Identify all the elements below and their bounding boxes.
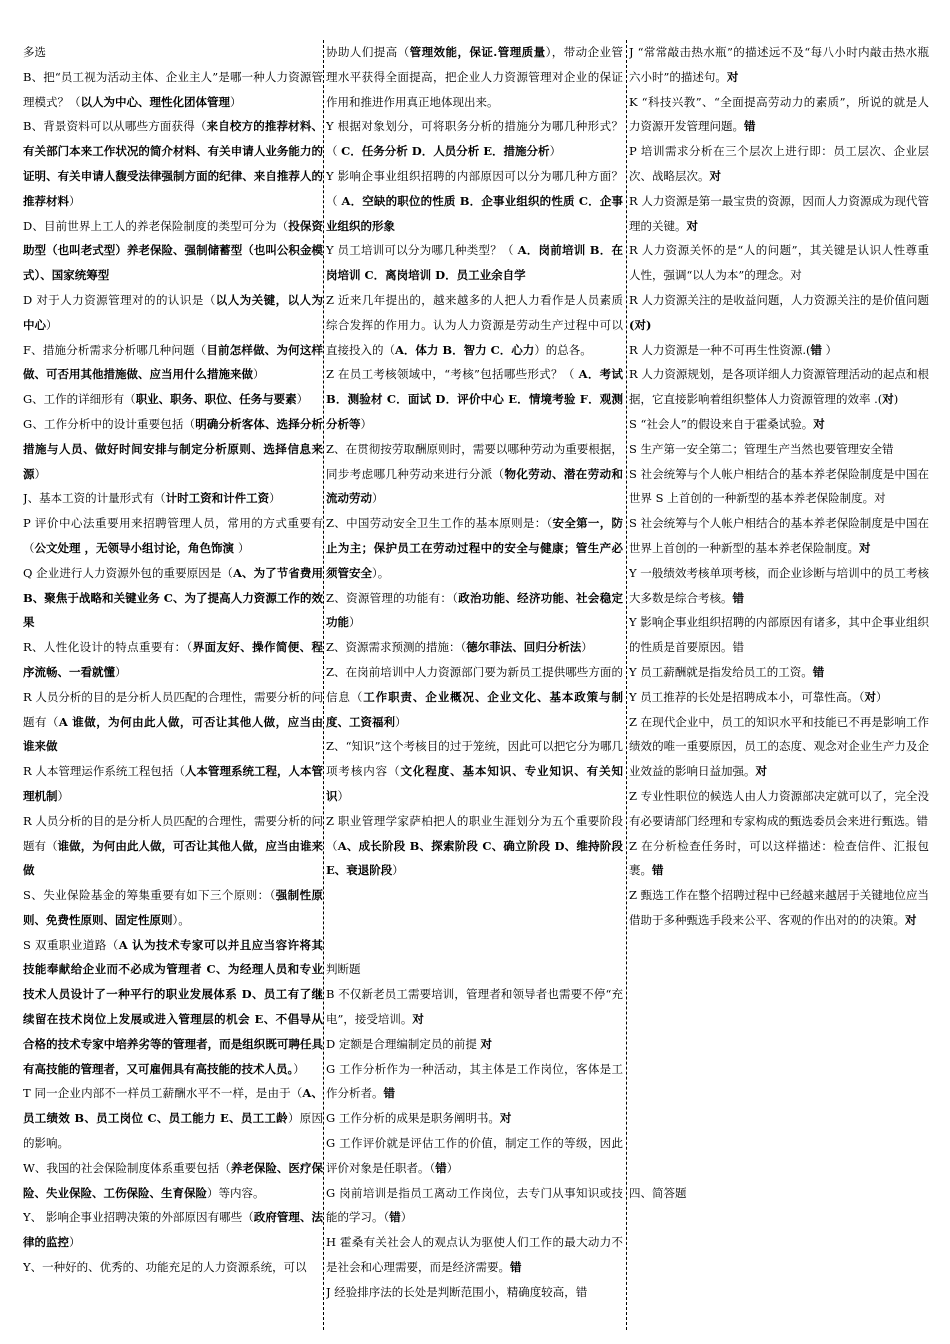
answer-text: A．体力 B．智力 C．心力 xyxy=(395,342,535,357)
answer-text: 文化程度、基本知识、专业知识、有关知识 xyxy=(326,764,623,803)
question-item xyxy=(629,462,929,512)
question-text: R 人力资源是一种不可再生性资源.( xyxy=(629,342,811,357)
question-item xyxy=(23,759,323,809)
question-item xyxy=(629,561,929,611)
answer-text: A．空缺的职位的性质 B．企事业组织的性质 C．企事业组织的形象 xyxy=(326,193,623,233)
answer-text: (对) xyxy=(629,317,652,332)
question-item xyxy=(629,710,929,784)
question-item xyxy=(326,511,623,585)
answer-text: 政治功能、经济功能、社会稳定功能 xyxy=(326,590,623,630)
column-right xyxy=(629,40,929,1330)
question-item xyxy=(629,610,929,660)
question-text: D、目前世界上工人的养老保险制度的类型可分为（ xyxy=(23,218,289,233)
question-text: P 评价中心法重要用来招聘管理人员，常用的方式重要有（ xyxy=(23,516,323,555)
answer-text: 投保资助型（也叫老式型）养老保险、强制储蓄型（也叫公积金模式）、国家统筹型 xyxy=(23,218,323,283)
question-text: T 同一企业内部不一样员工薪酬水平不一样，是由于（ xyxy=(23,1086,303,1101)
question-text: R 人力资源是第一最宝贵的资源，因而人力资源成为现代管理的关键。 xyxy=(629,193,929,233)
question-item xyxy=(629,685,929,710)
answer-text: 以人为中心、理性化团体管理 xyxy=(80,94,230,109)
question-suffix: ） xyxy=(253,367,265,382)
question-item xyxy=(629,362,929,412)
question-item xyxy=(326,288,623,362)
answer-text: 计时工资和计件工资 xyxy=(165,491,270,506)
question-item xyxy=(326,437,623,511)
question-item xyxy=(629,834,929,884)
answer-text: A、为了节省费用 B、聚焦于战略和关键业务 C、为了提高人力资源工作的效果 xyxy=(23,565,323,630)
question-item xyxy=(629,90,929,140)
blank-line xyxy=(629,1007,929,1032)
question-item xyxy=(326,1181,623,1231)
question-item xyxy=(23,338,323,388)
question-item xyxy=(326,660,623,734)
question-text: J 经验排序法的长处是判断范围小，精确度较高，错 xyxy=(326,1284,588,1299)
question-suffix: ） xyxy=(446,1160,459,1175)
question-item xyxy=(326,164,623,238)
question-text: H 霍桑有关社会人的观点认为驱使人们工作的最大动力不是社会和心理需要，而是经济需要。 xyxy=(326,1235,623,1275)
question-text: F、措施分析需求分析哪几种问题（ xyxy=(23,342,207,357)
answer-text: 错 xyxy=(510,1260,522,1275)
question-item xyxy=(629,40,929,90)
question-item xyxy=(629,338,929,363)
answer-text: 对 xyxy=(755,764,767,779)
question-item xyxy=(629,784,929,834)
question-text: Z、中国劳动安全卫生工作的基本原则是：（ xyxy=(326,516,553,531)
question-suffix: ） xyxy=(269,491,281,506)
answer-text: 对 xyxy=(905,912,917,927)
question-suffix: ） xyxy=(549,144,562,159)
answer-text: 物化劳动、潜在劳动和流动劳动 xyxy=(326,466,623,506)
question-text: Y 一般绩效考核单项考核，而企业诊断与培训中的员工考核大多数是综合考核。 xyxy=(629,565,929,605)
question-text: Z 在员工考核领域中，“考核”包括哪些形式？（ xyxy=(326,367,579,382)
question-item xyxy=(326,114,623,164)
question-text: G 工作分析的成果是职务阐明书。 xyxy=(326,1111,500,1126)
answer-text: 德尔菲法、回归分析法 xyxy=(466,640,582,655)
answer-text: 界面友好、操作简便、程序流畅、一看就懂 xyxy=(23,640,323,679)
question-item xyxy=(23,288,323,338)
question-item xyxy=(23,635,323,685)
question-suffix: ） xyxy=(876,689,888,704)
answer-text: 以人为关键，以人为中心 xyxy=(23,292,323,332)
question-suffix: ）的总各。 xyxy=(534,342,592,357)
question-text: B、把“员工视为活动主体、企业主人”是哪一种人力资源管理模式？（ xyxy=(23,69,323,109)
question-item xyxy=(326,1106,623,1131)
blank-line xyxy=(326,883,623,908)
question-item xyxy=(629,412,929,437)
question-text: Y 员工推荐的长处是招聘成本小，可靠性高。（ xyxy=(629,689,865,704)
question-suffix: ） xyxy=(69,1235,81,1250)
blank-line xyxy=(326,908,623,933)
question-text: 多选 xyxy=(23,45,46,59)
blank-line xyxy=(629,957,929,982)
question-suffix: ） xyxy=(392,863,404,878)
question-suffix: ）。 xyxy=(372,565,390,580)
question-text: G 工作分析作为一种活动，其主体是工作岗位，客体是工作分析者。 xyxy=(326,1061,623,1101)
question-item xyxy=(629,238,929,288)
answer-text: 公文处理 ，无领导小组讨论，角色饰演 xyxy=(34,540,239,555)
question-text: S “社会人”的假设来自于霍桑试验。 xyxy=(629,416,814,431)
question-text: J “常常敲击热水瓶”的描述远不及“每八小时内敲击热水瓶六小时”的描述句。 xyxy=(629,45,929,84)
question-text: 协助人们提高（ xyxy=(326,45,410,59)
answer-text: 对 xyxy=(859,540,871,555)
question-text: Z、在岗前培训中人力资源部门要为新员工提供哪些方面的信息（ xyxy=(326,664,623,704)
answer-text: C．任务分析 D．人员分析 E．措施分析 xyxy=(341,144,550,159)
blank-line xyxy=(629,933,929,958)
question-text: Z 专业性职位的候选人由人力资源部决定就可以了，完全没有必要请部门经理和专家构成的甄选委员会来进行甄选。错 xyxy=(629,788,929,828)
answer-text: 工作职责、企业概况、企业文化、基本政策与制度、工资福利 xyxy=(326,689,623,729)
question-item xyxy=(23,1081,323,1155)
question-text: S 社会统筹与个人帐户相结合的基本养老保险制度是中国在世界上首创的一种新型的基本养老保险制度。 xyxy=(629,516,929,555)
column-divider xyxy=(323,40,324,1330)
question-suffix: ），带动企业管理水平获得全面提高，把企业人力资源管理对企业的保证作用和推进作用真正地体现出来。 xyxy=(326,45,623,109)
question-item xyxy=(23,561,323,635)
question-text: 四、简答题 xyxy=(629,1185,687,1200)
question-item xyxy=(23,1255,323,1280)
question-text: Y 根据对象划分，可将职务分析的措施分为哪几种形式？（ xyxy=(326,119,623,159)
question-item xyxy=(326,635,623,660)
answer-text: 对 xyxy=(726,69,739,84)
question-suffix: ） xyxy=(115,664,127,679)
question-text: R 人力资源关怀的是“人的问题”，其关键是认识人性尊重人性，强调“以人为本”的理念。对 xyxy=(629,243,929,283)
question-text: Y 员工培训可以分为哪几种类型？（ xyxy=(326,243,518,258)
question-item xyxy=(23,685,323,759)
answer-text: A．岗前培训 B．在岗培训 C．离岗培训 D．员工业余自学 xyxy=(326,243,623,283)
answer-text: 错 xyxy=(383,1086,395,1101)
answer-text: 安全第一，防止为主；保护员工在劳动过程中的安全与健康；管生产必须管安全 xyxy=(326,516,623,580)
question-text: Z、在贯彻按劳取酬原则时，需要以哪种劳动为重要根据，同步考虑哪几种劳动来进行分派（ xyxy=(326,441,623,481)
column-left xyxy=(23,40,323,1330)
question-text: Z、资源管理的功能有：（ xyxy=(326,590,459,605)
question-text: B、背景资料可以从哪些方面获得（ xyxy=(23,119,207,134)
question-text: Y 员工薪酬就是指发给员工的工资。 xyxy=(629,664,813,679)
answer-text: A 谁做，为何由此人做，可否让其他人做，应当由谁来做 xyxy=(23,714,323,754)
question-suffix: ） xyxy=(57,788,69,803)
question-suffix: ） xyxy=(46,317,58,332)
blank-line xyxy=(629,1106,929,1131)
question-suffix: ） xyxy=(581,640,593,655)
question-suffix: ） xyxy=(230,94,242,109)
question-suffix: ） xyxy=(34,466,46,481)
question-suffix: ) xyxy=(893,392,899,407)
blank-line xyxy=(629,1156,929,1181)
question-text: B 不仅新老员工需要培训，管理者和领导者也需要不停“充电”，接受培训。 xyxy=(326,987,623,1027)
answer-text: 错 xyxy=(389,1210,401,1225)
question-item xyxy=(23,883,323,933)
answer-text: 来自校方的推荐材料、有关部门本来工作状况的简介材料、有关申请人业务能力的证明、有关申请人馥受法律强制方面的纪律、来自推荐人的推荐材料 xyxy=(23,119,323,208)
answer-text: 目前怎样做、为何这样做、可否用其他措施做、应当用什么措施来做 xyxy=(23,342,323,382)
question-suffix: ） xyxy=(296,392,309,407)
question-suffix: ） xyxy=(293,1061,305,1076)
answer-text: 对 xyxy=(480,1036,493,1051)
answer-text: 错 xyxy=(744,119,756,134)
answer-text: 管理效能，保证.管理质量 xyxy=(409,45,546,59)
question-suffix: ） xyxy=(372,491,384,506)
answer-text: A．考试 B．测验材 C．面试 D．评价中心 E．情境考验 F．观测分析等 xyxy=(326,367,623,431)
answer-text: 对 xyxy=(864,689,876,704)
question-item xyxy=(629,139,929,189)
question-text: Y、一种好的、优秀的、功能充足的人力资源系统，可以 xyxy=(23,1260,307,1275)
document-page xyxy=(20,40,932,1330)
question-item xyxy=(326,238,623,288)
answer-text: 养老保险、医疗保险、失业保险、工伤保险、生育保险 xyxy=(23,1160,323,1200)
question-suffix: ） xyxy=(360,416,372,431)
question-item xyxy=(23,1156,323,1206)
column-middle xyxy=(326,40,623,1330)
question-text: R、人性化设计的特点重要有：（ xyxy=(23,640,193,655)
blank-line xyxy=(629,982,929,1007)
answer-text: 错 xyxy=(732,590,744,605)
question-text: Z、资源需求预测的措施：（ xyxy=(326,640,467,655)
answer-text: 对 xyxy=(709,168,721,183)
question-item xyxy=(326,1230,623,1280)
question-item xyxy=(23,412,323,486)
question-item xyxy=(326,1057,623,1107)
question-text: R 人员分析的目的是分析人员匹配的合理性，需要分析的问题有（ xyxy=(23,813,323,853)
blank-line xyxy=(629,1131,929,1156)
question-text: Z 近来几年提出的，越来越多的人把人力看作是人员素质综合发挥的作用力。认为人力资源是劳动生产过程中可以直接投入的（ xyxy=(326,292,623,357)
answer-text: 强制性原则、免费性原则、固定性原则 xyxy=(23,888,323,927)
answer-text: 谁做，为何由此人做，可否让其他人做，应当由谁来做 xyxy=(23,838,323,878)
question-item xyxy=(23,933,323,1082)
question-text: S 双重职业道路（ xyxy=(23,937,119,952)
question-item xyxy=(629,883,929,933)
answer-text: 错 xyxy=(812,664,825,679)
answer-text: 对 xyxy=(499,1111,512,1126)
question-suffix: ） xyxy=(238,540,250,555)
blank-line xyxy=(629,1057,929,1082)
question-text: S 生产第一安全第二；管理生产当然也要管理安全错 xyxy=(629,441,894,456)
answer-text: 对 xyxy=(686,218,698,233)
question-text: R 人本管理运作系统工程包括（ xyxy=(23,764,185,779)
question-text: G 岗前培训是指员工离动工作岗位，去专门从事知识或技能的学习。（ xyxy=(326,1185,623,1225)
question-suffix: ）。 xyxy=(172,912,190,927)
answer-text: 政府管理、法律的监控 xyxy=(23,1210,323,1250)
blank-line xyxy=(326,933,623,958)
question-text: G 工作评价就是评估工作的价值，制定工作的等级，因此评价对象是任职者。（ xyxy=(326,1136,623,1175)
question-text: Z 在分析检查任务时，可以这样描述：检查信件、汇报包裹。 xyxy=(629,838,929,878)
question-item xyxy=(629,189,929,239)
column-divider xyxy=(626,40,627,1330)
question-text: D 对于人力资源管理对的的认识是（ xyxy=(23,292,216,307)
question-item xyxy=(326,982,623,1032)
question-item xyxy=(326,40,623,114)
question-item xyxy=(23,809,323,883)
question-item xyxy=(326,586,623,636)
question-text: Z 在现代企业中，员工的知识水平和技能已不再是影响工作绩效的唯一重要原因，员工的态度、观念对企业生产力及企业效益的影响日益加强。 xyxy=(629,714,929,779)
question-text: G、工作的详细形有（ xyxy=(23,392,136,407)
question-text: Y 影响企事业组织招聘的内部原因有诸多，其中企事业组织的性质是首要原因。错 xyxy=(629,615,929,655)
question-text: S、失业保险基金的筹集重要有如下三个原则：（ xyxy=(23,888,276,903)
question-text: Z 甄选工作在整个招聘过程中已经越来越居于关键地位应当借助于多种甄选手段来公平、客观的作出对的的决策。 xyxy=(629,888,929,927)
answer-text: 职业、职务、职位、任务与要素 xyxy=(135,392,297,407)
question-text: Q 企业进行人力资源外包的重要原因是（ xyxy=(23,565,234,580)
answer-text: A、员工绩效 B、员工岗位 C、员工能力 E、员工工龄 xyxy=(23,1086,323,1126)
question-item xyxy=(23,486,323,511)
question-item xyxy=(326,362,623,436)
question-text: R 人力资源关注的是收益问题，人力资源关注的是价值问题 xyxy=(629,292,929,307)
question-item xyxy=(326,1032,623,1057)
question-item xyxy=(629,511,929,561)
question-item xyxy=(629,1181,929,1206)
question-item xyxy=(326,957,623,982)
answer-text: A、成长阶段 B、探索阶段 C、确立阶段 D、维持阶段 E、衰退阶段 xyxy=(326,838,623,878)
answer-text: 明确分析客体、选择分析措施与人员、做好时间安排与制定分析原则、选择信息来源 xyxy=(23,416,323,481)
question-text: 判断题 xyxy=(326,962,361,977)
answer-text: 错 xyxy=(652,863,664,878)
question-item xyxy=(23,114,323,213)
question-suffix: ） xyxy=(337,788,349,803)
question-text: S 社会统筹与个人帐户相结合的基本养老保险制度是中国在世界 S 上首创的一种新型的基本养老保险制度。对 xyxy=(629,466,929,506)
question-item xyxy=(326,809,623,883)
answer-text: 对 xyxy=(813,416,825,431)
answer-text: 对 xyxy=(412,1012,424,1027)
question-suffix: ） xyxy=(395,714,407,729)
question-item xyxy=(326,1280,623,1305)
question-item xyxy=(23,511,323,561)
question-text: J、基本工资的计量形式有（ xyxy=(23,491,166,506)
question-item xyxy=(23,214,323,288)
question-text: Y、 影响企事业招聘决策的外部原因有哪些（ xyxy=(23,1210,254,1225)
question-item xyxy=(629,288,929,338)
question-suffix: ） xyxy=(349,615,361,630)
question-suffix: ） xyxy=(400,1210,413,1225)
answer-text: 对 xyxy=(882,392,894,407)
question-item xyxy=(23,40,323,65)
question-suffix: ）等内容。 xyxy=(207,1185,265,1200)
answer-text: 错 xyxy=(435,1160,447,1175)
question-text: R 人力资源规划，是各项详细人力资源管理活动的起点和根据，它直接影响着组织整体人力资源管理的效率 .( xyxy=(629,367,929,407)
blank-line xyxy=(629,1081,929,1106)
question-item xyxy=(326,1131,623,1181)
question-item xyxy=(23,65,323,115)
question-text: P 培训需求分析在三个层次上进行即：员工层次、企业层次、战略层次。 xyxy=(629,144,929,183)
answer-text: A 认为技术专家可以并且应当容许将其技能奉献给企业而不必成为管理者 C、为经理人员和专业技术人员设计了一种平行的职业发展体系 D、员工有了继续留在技术岗位上发展或进入管理层的机会 E、不倡导从合格的技术专家中培养劣等的管理者，而是组织既可聘任具有高技能的管理者，又可雇佣具有高技能的技术人员。 xyxy=(23,937,323,1076)
question-item xyxy=(23,387,323,412)
question-text: Z、“知识”这个考核目的过于笼统，因此可以把它分为哪几项考核内容（ xyxy=(326,739,623,779)
question-item xyxy=(326,734,623,808)
answer-text: 错 xyxy=(810,342,822,357)
question-item xyxy=(629,437,929,462)
question-text: R 人员分析的目的是分析人员匹配的合理性，需要分析的问题有（ xyxy=(23,689,323,729)
question-suffix: ）原因的影响。 xyxy=(23,1111,323,1151)
question-text: Y 影响企事业组织招聘的内部原因可以分为哪几种方面？（ xyxy=(326,168,623,208)
answer-text: 人本管理系统工程，人本管理机制 xyxy=(23,764,323,803)
question-text: G、工作分析中的设计重要包括（ xyxy=(23,416,196,431)
question-item xyxy=(629,660,929,685)
question-text: D 定额是合理编制定员的前提 xyxy=(326,1036,481,1051)
question-text: K “科技兴教”、“全面提高劳动力的素质”，所说的就是人力资源开发管理问题。 xyxy=(629,94,929,134)
question-suffix: ） xyxy=(821,342,838,357)
question-text: Z 职业管理学家萨柏把人的职业生涯划分为五个重要阶段（ xyxy=(326,813,623,853)
question-text: W、我国的社会保险制度体系重要包括（ xyxy=(23,1160,231,1175)
question-suffix: ） xyxy=(69,193,81,208)
question-item xyxy=(23,1205,323,1255)
blank-line xyxy=(629,1032,929,1057)
